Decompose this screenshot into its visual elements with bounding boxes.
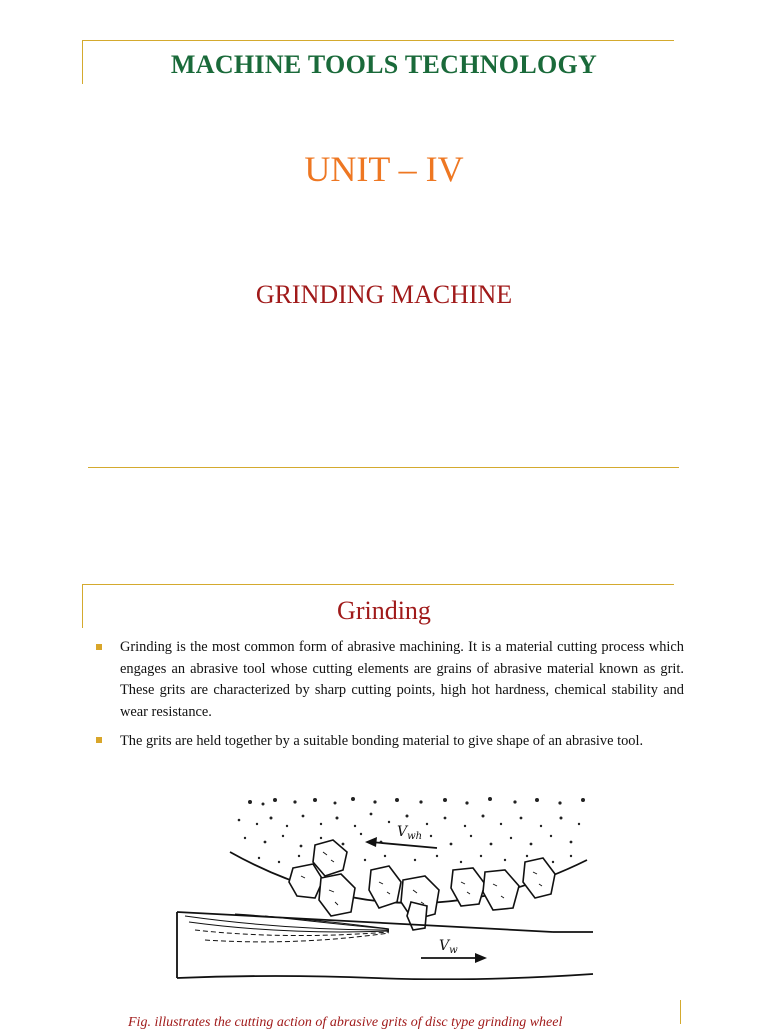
slide1-unit: UNIT – IV (304, 149, 464, 189)
slide2-title: Grinding (337, 596, 431, 625)
square-bullet-icon (96, 644, 102, 650)
wheel-velocity-label: $V_{wh}$ (397, 824, 423, 842)
slide2-top-rule (82, 584, 674, 585)
bullet-list (96, 637, 684, 760)
work-velocity-label: $V_w$ (439, 938, 458, 956)
square-bullet-icon (96, 737, 102, 743)
figure-caption-partial: Fig. illustrates the cutting action of abrasive grits of disc type grinding wheel (128, 1015, 563, 1030)
bullet-text: The grits are held together by a suitable bonding material to give shape of an abrasive tool. (120, 733, 644, 749)
grinding-diagram (175, 790, 595, 980)
bullet-text: Grinding is the most common form of abrasive machining. It is a material cutting process which engages an abrasive tool whose cutting elements are grains of abrasive material known as grit. These grits are characterized by sharp cutting points, high hot hardness, chemical stability and wear resistance. (120, 639, 684, 720)
abrasive-grits (289, 840, 555, 930)
slide-divider (88, 467, 679, 468)
slide2-right-rule (680, 1000, 681, 1024)
slide1-title: MACHINE TOOLS TECHNOLOGY (170, 50, 598, 79)
bullet-item (96, 637, 684, 723)
slide1-top-rule (82, 40, 674, 41)
slide1-subtitle: GRINDING MACHINE (255, 280, 513, 309)
chip-flow-lines (185, 914, 389, 942)
bullet-item (96, 727, 684, 756)
